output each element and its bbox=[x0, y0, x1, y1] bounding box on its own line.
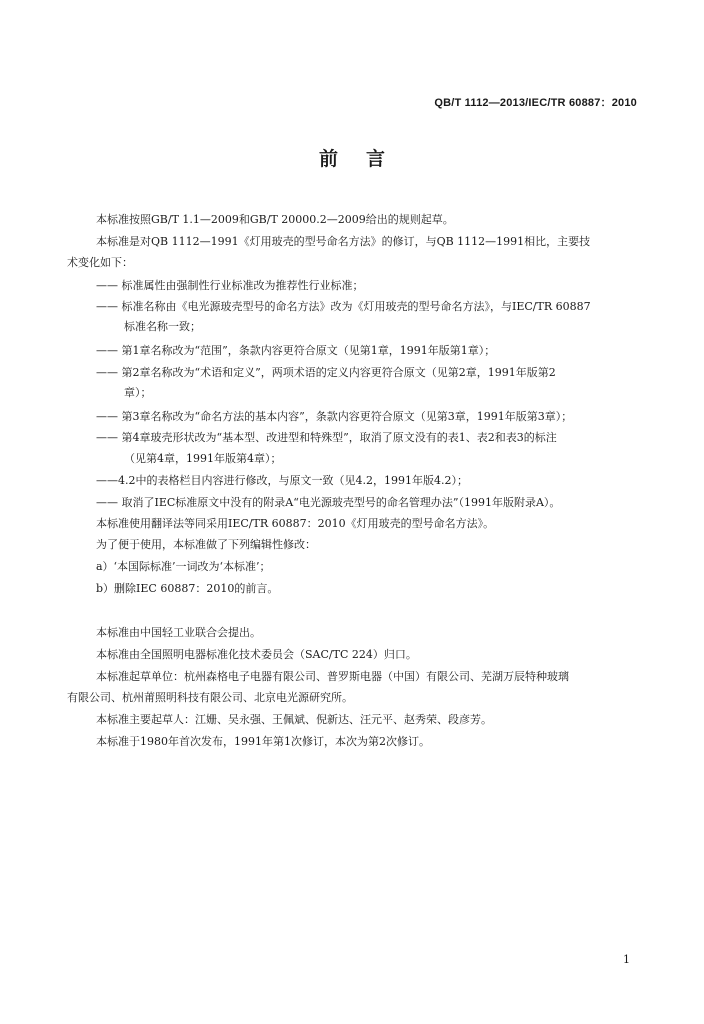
body-line: 本标准由全国照明电器标准化技术委员会（SAC/TC 224）归口。 bbox=[96, 648, 417, 661]
body-line: b）删除IEC 60887：2010的前言。 bbox=[96, 582, 279, 595]
page-title: 前言 bbox=[318, 148, 413, 170]
body-line: 本标准起草单位：杭州森格电子电器有限公司、普罗斯电器（中国）有限公司、芜湖万辰特种玻璃 bbox=[96, 670, 569, 683]
body-line: 为了便于使用，本标准做了下列编辑性修改： bbox=[96, 538, 316, 551]
body-line: —— 第2章名称改为“术语和定义”，两项术语的定义内容更符合原文（见第2章，1991年版第2 bbox=[96, 366, 556, 379]
body-line: ——4.2中的表格栏目内容进行修改，与原文一致（见4.2，1991年版4.2）； bbox=[96, 474, 468, 487]
body-line: —— 标准名称由《电光源玻壳型号的命名方法》改为《灯用玻壳的型号命名方法》，与IEC/TR 60887 bbox=[96, 300, 591, 313]
body-line: 本标准使用翻译法等同采用IEC/TR 60887：2010《灯用玻壳的型号命名方法》。 bbox=[96, 517, 495, 530]
page-number: 1 bbox=[623, 953, 630, 966]
body-line: 标准名称一致； bbox=[124, 320, 201, 333]
body-line: —— 第4章玻壳形状改为“基本型、改进型和特殊型”，取消了原文没有的表1、表2和表3的标注 bbox=[96, 431, 557, 444]
body-line: 本标准由中国轻工业联合会提出。 bbox=[96, 626, 261, 639]
body-line: 章）； bbox=[124, 386, 152, 399]
body-line: 有限公司、杭州莆照明科技有限公司、北京电光源研究所。 bbox=[67, 691, 353, 704]
body-line: —— 第3章名称改为“命名方法的基本内容”，条款内容更符合原文（见第3章，1991年版第3章）； bbox=[96, 410, 573, 423]
body-line: 本标准于1980年首次发布，1991年第1次修订，本次为第2次修订。 bbox=[96, 735, 430, 748]
body-line: a）‘本国际标准’一词改为‘本标准’； bbox=[96, 560, 271, 573]
body-line: —— 标准属性由强制性行业标准改为推荐性行业标准； bbox=[96, 279, 364, 292]
body-line: （见第4章，1991年版第4章）； bbox=[124, 452, 282, 465]
standard-code-header: QB/T 1112—2013/IEC/TR 60887：2010 bbox=[434, 97, 637, 109]
body-line: 本标准主要起草人：江姗、吴永强、王佩斌、倪新达、汪元平、赵秀荣、段彦芳。 bbox=[96, 713, 492, 726]
body-line: —— 第1章名称改为“范围”，条款内容更符合原文（见第1章，1991年版第1章）； bbox=[96, 344, 496, 357]
body-line: 本标准是对QB 1112—1991《灯用玻壳的型号命名方法》的修订，与QB 1112—1991相比，主要技 bbox=[96, 235, 591, 248]
body-line: 术变化如下： bbox=[67, 256, 133, 269]
body-line: 本标准按照GB/T 1.1—2009和GB/T 20000.2—2009给出的规则起草。 bbox=[96, 213, 454, 226]
body-line: —— 取消了IEC标准原文中没有的附录A“电光源玻壳型号的命名管理办法”（1991年版附录A）。 bbox=[96, 496, 561, 509]
